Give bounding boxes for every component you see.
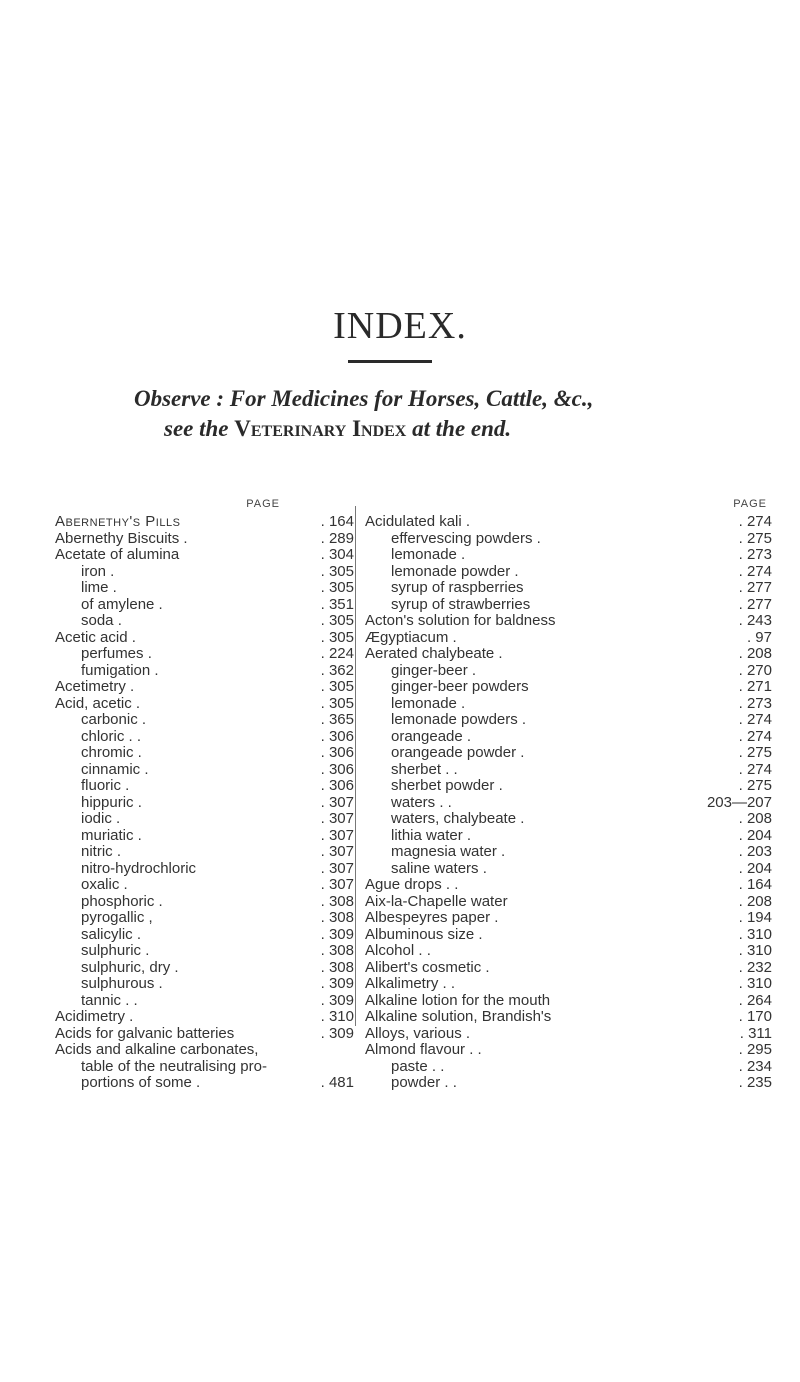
entry-page: . 204 <box>738 826 772 844</box>
index-entry <box>55 663 360 680</box>
index-entry <box>365 696 775 713</box>
index-entry <box>55 927 360 944</box>
entry-page: . 307 <box>320 876 354 893</box>
index-entry <box>55 597 360 614</box>
entry-term: fluoric . <box>81 777 130 794</box>
entry-term: lemonade . <box>391 694 466 712</box>
entry-page: . 274 <box>738 562 772 580</box>
entry-term: Acetic acid . <box>55 628 136 646</box>
index-entry <box>365 960 775 977</box>
entry-term: syrup of strawberries <box>391 595 531 613</box>
entry-page: . 307 <box>320 859 354 877</box>
entry-page: . 277 <box>738 579 772 596</box>
index-entry <box>55 514 360 531</box>
title-rule <box>348 360 432 363</box>
entry-page: . 305 <box>320 628 354 646</box>
index-entry <box>365 514 775 531</box>
entry-page: . 271 <box>738 678 772 695</box>
entry-page: . 306 <box>320 727 354 745</box>
index-column-left <box>55 498 360 1092</box>
entry-term: Alkaline solution, Brandish's <box>365 1008 552 1025</box>
index-entry <box>365 580 775 597</box>
entry-term: magnesia water . <box>391 843 506 860</box>
observe-at-the-end: at the end. <box>412 416 512 441</box>
entry-term: Ague drops . . <box>365 876 459 893</box>
entry-term: lime . <box>81 579 117 596</box>
observe-see-the: see the <box>164 416 229 441</box>
index-entry <box>365 679 775 696</box>
entry-page: . 273 <box>738 694 772 712</box>
entry-term: perfumes . <box>81 645 152 662</box>
entry-page: . 194 <box>738 909 772 926</box>
entry-page: . 305 <box>320 579 354 596</box>
entry-page: . 274 <box>738 760 772 778</box>
index-entry <box>365 663 775 680</box>
entry-page: . 310 <box>738 925 772 943</box>
entry-term: nitric . <box>81 843 122 860</box>
index-entries-left <box>55 514 360 1092</box>
index-entry <box>55 877 360 894</box>
entry-page: . 481 <box>320 1074 354 1091</box>
index-entry <box>365 943 775 960</box>
entry-page: . 308 <box>320 958 354 976</box>
entry-term: sulphuric, dry . <box>81 958 179 976</box>
entry-term: nitro-hydrochloric <box>81 859 197 877</box>
entry-page: . 234 <box>738 1057 772 1075</box>
entry-page: . 305 <box>320 612 354 629</box>
index-entries-right <box>365 514 775 1092</box>
index-entry <box>55 696 360 713</box>
entry-page: . 204 <box>738 859 772 877</box>
entry-term: Acidulated kali . <box>365 513 471 530</box>
entry-term: soda . <box>81 612 122 629</box>
index-entry <box>365 828 775 845</box>
index-entry <box>365 762 775 779</box>
entry-term: Almond flavour . . <box>365 1041 482 1058</box>
entry-page: . 97 <box>746 628 772 646</box>
entry-term: iodic . <box>81 810 121 827</box>
index-entry <box>55 844 360 861</box>
index-entry <box>365 976 775 993</box>
entry-term: Albespeyres paper . <box>365 909 499 926</box>
entry-term: Abernethy Biscuits . <box>55 529 188 547</box>
index-entry <box>365 564 775 581</box>
entry-term: salicylic . <box>81 925 142 943</box>
entry-page: . 274 <box>738 727 772 745</box>
index-entry <box>365 547 775 564</box>
entry-page: . 307 <box>320 826 354 844</box>
entry-page: . 351 <box>320 595 354 613</box>
entry-term: muriatic . <box>81 826 142 844</box>
entry-page: . 310 <box>738 942 772 959</box>
index-entry <box>365 1009 775 1026</box>
index-entry <box>55 745 360 762</box>
entry-term: Acetate of alumina <box>55 546 180 563</box>
index-entry <box>365 877 775 894</box>
index-entry <box>365 778 775 795</box>
index-entry <box>55 531 360 548</box>
index-entry <box>55 762 360 779</box>
observe-line-2 <box>134 414 754 444</box>
entry-page: . 170 <box>738 1008 772 1025</box>
index-entry <box>365 712 775 729</box>
entry-page: . 274 <box>738 513 772 530</box>
entry-page: . 310 <box>738 975 772 992</box>
index-entry <box>55 960 360 977</box>
entry-page: . 235 <box>738 1074 772 1091</box>
entry-page: . 311 <box>739 1024 772 1042</box>
entry-term: powder . . <box>391 1074 457 1091</box>
entry-term: waters, chalybeate . <box>391 810 525 827</box>
entry-page: . 243 <box>738 612 772 629</box>
entry-term: hippuric . <box>81 793 142 811</box>
observe-note <box>134 384 754 444</box>
entry-term: lemonade . <box>391 546 466 563</box>
index-entry <box>55 729 360 746</box>
entry-page: . 308 <box>320 909 354 926</box>
entry-term: chloric . . <box>81 727 142 745</box>
index-entry <box>55 811 360 828</box>
entry-page: . 309 <box>320 1024 354 1042</box>
index-entry <box>55 580 360 597</box>
entry-term: effervescing powders . <box>391 529 541 547</box>
entry-term: carbonic . <box>81 711 147 728</box>
entry-page: . 275 <box>738 529 772 547</box>
index-entry <box>365 811 775 828</box>
index-entry <box>365 910 775 927</box>
index-entry <box>55 613 360 630</box>
index-entry <box>55 1009 360 1026</box>
entry-page: . 307 <box>320 810 354 827</box>
entry-page: 203—207 <box>706 793 772 811</box>
entry-page: . 306 <box>320 744 354 761</box>
index-entry <box>55 630 360 647</box>
entry-term: chromic . <box>81 744 142 761</box>
entry-term: Alcohol . . <box>365 942 431 959</box>
index-entry <box>55 861 360 878</box>
entry-term: lemonade powder . <box>391 562 519 580</box>
entry-page: . 308 <box>320 942 354 959</box>
index-entry <box>55 910 360 927</box>
entry-page: . 308 <box>320 892 354 910</box>
entry-page: . 309 <box>320 975 354 992</box>
entry-term: iron . <box>81 562 115 580</box>
index-entry <box>55 679 360 696</box>
page-column-header: PAGE <box>246 498 280 510</box>
entry-term: saline waters . <box>391 859 487 877</box>
entry-term: table of the neutralising pro- <box>81 1057 267 1075</box>
entry-term: pyrogallic , <box>81 909 153 926</box>
entry-page: . 362 <box>320 661 354 679</box>
entry-page: . 273 <box>738 546 772 563</box>
index-entry <box>365 927 775 944</box>
entry-term: sherbet . . <box>391 760 458 778</box>
index-entry <box>365 844 775 861</box>
entry-term: Alibert's cosmetic . <box>365 958 490 976</box>
entry-page: . 309 <box>320 991 354 1009</box>
entry-page: . 305 <box>320 694 354 712</box>
entry-page: . 275 <box>738 744 772 761</box>
index-entry <box>55 1059 360 1076</box>
index-entry <box>365 861 775 878</box>
index-entry <box>365 597 775 614</box>
entry-term: orangeade . <box>391 727 472 745</box>
index-entry <box>365 531 775 548</box>
entry-page: . 304 <box>320 546 354 563</box>
entry-term: Alkaline lotion for the mouth <box>365 991 551 1009</box>
entry-term: sulphuric . <box>81 942 150 959</box>
index-column-right <box>365 498 775 1092</box>
entry-page: . 264 <box>738 991 772 1009</box>
entry-term: oxalic . <box>81 876 128 893</box>
entry-page: . 295 <box>738 1041 772 1058</box>
entry-page: . 310 <box>320 1008 354 1025</box>
index-entry <box>365 646 775 663</box>
index-entry <box>55 646 360 663</box>
entry-page: . 164 <box>320 513 354 530</box>
entry-term: Acidimetry . <box>55 1008 134 1025</box>
entry-term: Aerated chalybeate . <box>365 645 503 662</box>
entry-term: Albuminous size . <box>365 925 483 943</box>
index-entry <box>55 564 360 581</box>
entry-term: Alkalimetry . . <box>365 975 456 992</box>
entry-term: Acton's solution for baldness <box>365 612 556 629</box>
entry-term: sherbet powder . <box>391 777 503 794</box>
index-entry <box>365 1075 775 1092</box>
index-entry <box>55 795 360 812</box>
entry-page: . 208 <box>738 892 772 910</box>
entry-term: sulphurous . <box>81 975 163 992</box>
entry-page: . 208 <box>738 645 772 662</box>
index-entry <box>55 828 360 845</box>
entry-page: . 275 <box>738 777 772 794</box>
entry-page: . 307 <box>320 793 354 811</box>
index-entry <box>55 976 360 993</box>
entry-page: . 307 <box>320 843 354 860</box>
index-entry <box>55 943 360 960</box>
entry-term: waters . . <box>391 793 452 811</box>
entry-term: Ægyptiacum . <box>365 628 457 646</box>
entry-page: . 232 <box>738 958 772 976</box>
entry-term: Acids for galvanic batteries <box>55 1024 235 1042</box>
entry-term: cinnamic . <box>81 760 149 778</box>
entry-page: . 305 <box>320 562 354 580</box>
entry-term: portions of some . <box>81 1074 201 1091</box>
entry-term: fumigation . <box>81 661 159 679</box>
index-entry <box>365 745 775 762</box>
page-title: INDEX. <box>333 305 467 347</box>
entry-page: . 365 <box>320 711 354 728</box>
page-column-header: PAGE <box>733 498 767 510</box>
entry-term: paste . . <box>391 1057 445 1075</box>
entry-term: phosphoric . <box>81 892 163 910</box>
entry-term: Acids and alkaline carbonates, <box>55 1041 259 1058</box>
entry-page: . 306 <box>320 760 354 778</box>
entry-term: lithia water . <box>391 826 472 844</box>
entry-term: orangeade powder . <box>391 744 525 761</box>
entry-term: ginger-beer powders <box>391 678 529 695</box>
index-entry <box>55 894 360 911</box>
index-entry <box>55 993 360 1010</box>
index-entry <box>55 1075 360 1092</box>
entry-term: of amylene . <box>81 595 163 613</box>
index-entry <box>55 778 360 795</box>
entry-term: Abernethy's Pills <box>55 513 181 530</box>
index-entry <box>365 729 775 746</box>
index-entry <box>365 993 775 1010</box>
entry-page: . 289 <box>320 529 354 547</box>
entry-page: . 277 <box>738 595 772 613</box>
entry-term: ginger-beer . <box>391 661 477 679</box>
index-entry <box>365 1042 775 1059</box>
index-entry <box>365 1059 775 1076</box>
entry-page: . 203 <box>738 843 772 860</box>
index-entry <box>365 795 775 812</box>
entry-page: . 208 <box>738 810 772 827</box>
entry-term: Acetimetry . <box>55 678 135 695</box>
observe-line-1: Observe : For Medicines for Horses, Cattle, &c., <box>134 386 594 411</box>
entry-page: . 224 <box>320 645 354 662</box>
index-entry <box>365 613 775 630</box>
entry-page: . 306 <box>320 777 354 794</box>
entry-page: . 309 <box>320 925 354 943</box>
veterinary-index-ref: Veterinary Index <box>234 416 407 441</box>
index-entry <box>365 1026 775 1043</box>
entry-term: Aix-la-Chapelle water <box>365 892 508 910</box>
index-entry <box>365 630 775 647</box>
entry-term: lemonade powders . <box>391 711 527 728</box>
entry-term: Alloys, various . <box>365 1024 471 1042</box>
index-entry <box>55 712 360 729</box>
entry-page: . 164 <box>738 876 772 893</box>
entry-page: . 270 <box>738 661 772 679</box>
entry-page: . 274 <box>738 711 772 728</box>
index-entry <box>55 1026 360 1043</box>
entry-term: syrup of raspberries <box>391 579 524 596</box>
entry-term: tannic . . <box>81 991 138 1009</box>
index-entry <box>365 894 775 911</box>
entry-page: . 305 <box>320 678 354 695</box>
index-entry <box>55 1042 360 1059</box>
entry-term: Acid, acetic . <box>55 694 141 712</box>
index-entry <box>55 547 360 564</box>
